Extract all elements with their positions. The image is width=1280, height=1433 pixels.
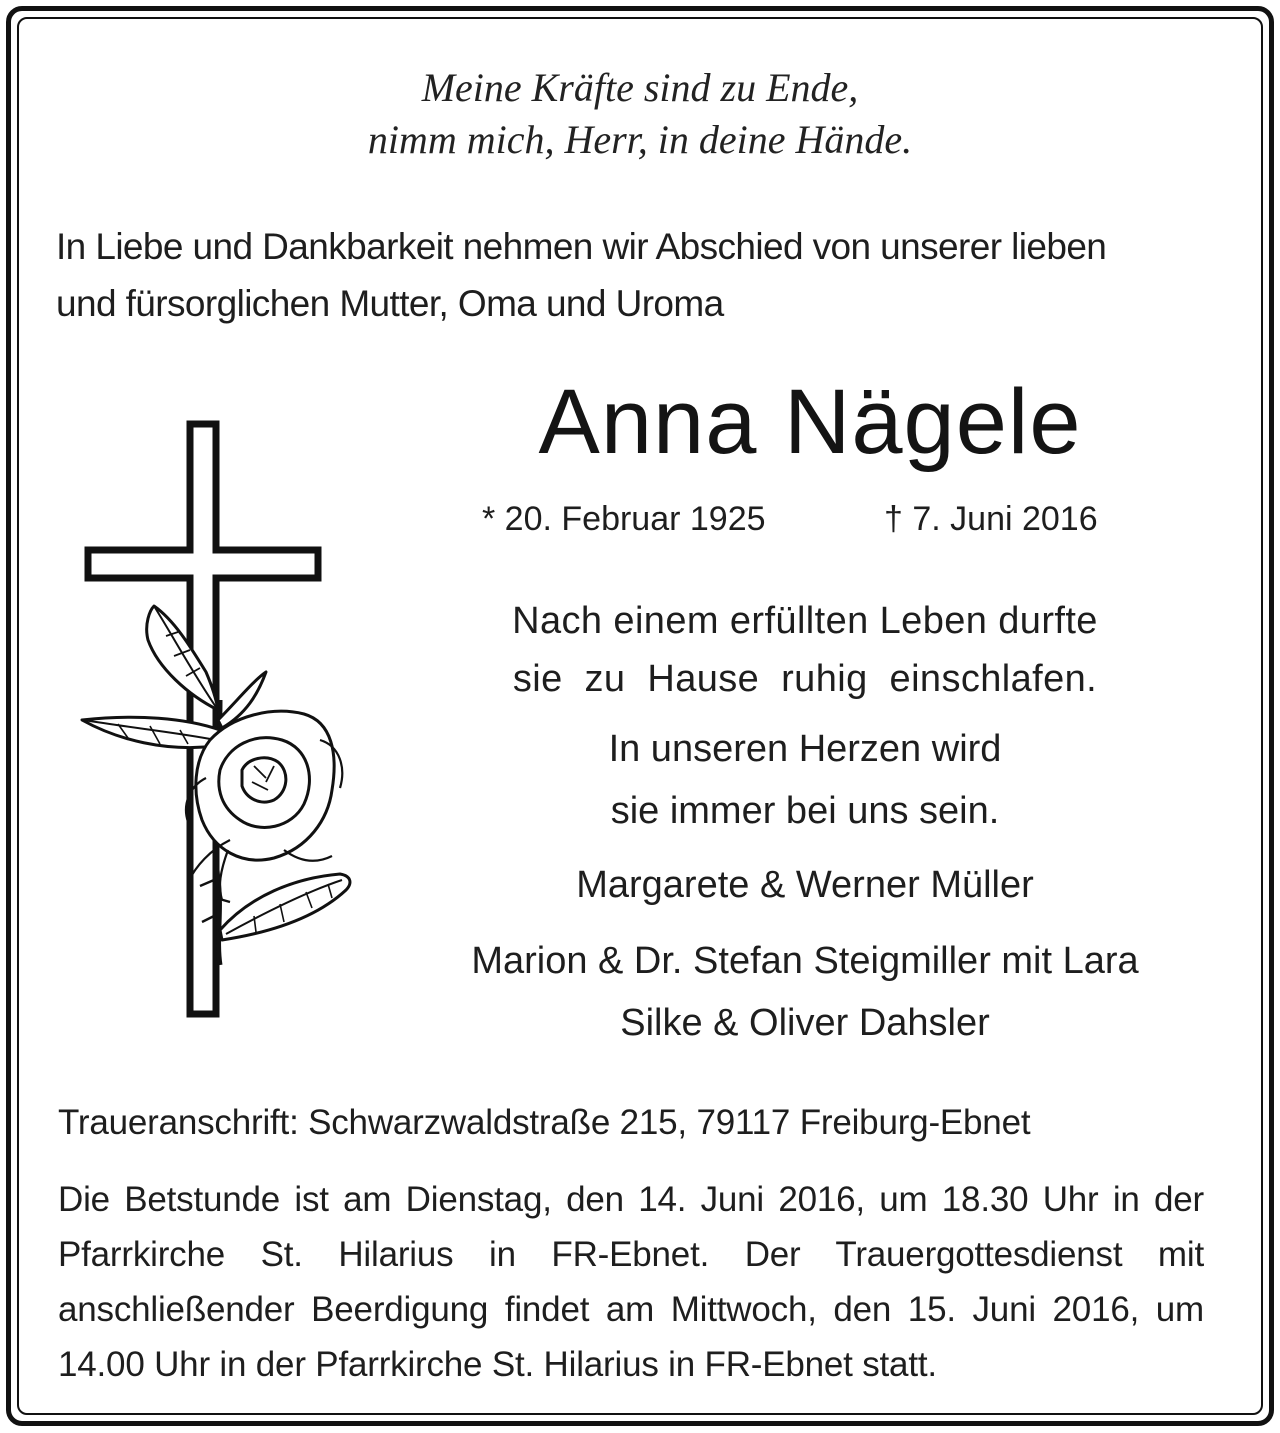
deceased-name: Anna Nägele — [538, 371, 1082, 473]
intro-line-1: In Liebe und Dankbarkeit nehmen wir Abschied von unserer lieben — [56, 226, 1107, 267]
family-line-1: Margarete & Werner Müller — [576, 864, 1034, 906]
mourners-family-1 — [400, 858, 1210, 912]
death-date: † 7. Juni 2016 — [884, 500, 1098, 538]
cross-with-rose-illustration — [70, 410, 370, 1030]
poem-line-2: sie zu Hause ruhig einschlafen. — [512, 658, 1098, 700]
service-details: Die Betstunde ist am Dienstag, den 14. Juni 2016, um 18.30 Uhr in der Pfarrkirche St. Hilarius in FR-Ebnet. Der Trauergottesdienst mit anschließender Beerdigung findet am Mittwoch, den 15. Juni 2016, um 14.00 Uhr in der Pfarrkirche St. Hilarius in FR-Ebnet statt. — [58, 1180, 1204, 1384]
poem-stanza-1 — [400, 592, 1210, 708]
family-line-2: Marion & Dr. Stefan Steigmiller mit Lara — [471, 940, 1139, 982]
mourners-family-2 — [400, 930, 1210, 1054]
birth-date: * 20. Februar 1925 — [482, 500, 766, 538]
intro-text — [56, 218, 1216, 332]
verse-line-1: Meine Kräfte sind zu Ende, — [421, 65, 859, 110]
poem-stanza-2 — [400, 718, 1210, 842]
intro-line-2: und fürsorglichen Mutter, Oma und Uroma — [56, 283, 724, 324]
poem-line-4: sie immer bei uns sein. — [610, 790, 1000, 832]
bible-verse — [0, 62, 1280, 166]
poem-line-3: In unseren Herzen wird — [608, 728, 1002, 770]
mourning-address: Traueranschrift: Schwarzwaldstraße 215, 79117 Freiburg-Ebnet — [58, 1103, 1031, 1142]
poem-line-1: Nach einem erfüllten Leben durfte — [512, 600, 1098, 642]
verse-line-2: nimm mich, Herr, in deine Hände. — [367, 117, 913, 162]
family-line-3: Silke & Oliver Dahsler — [620, 1002, 990, 1044]
